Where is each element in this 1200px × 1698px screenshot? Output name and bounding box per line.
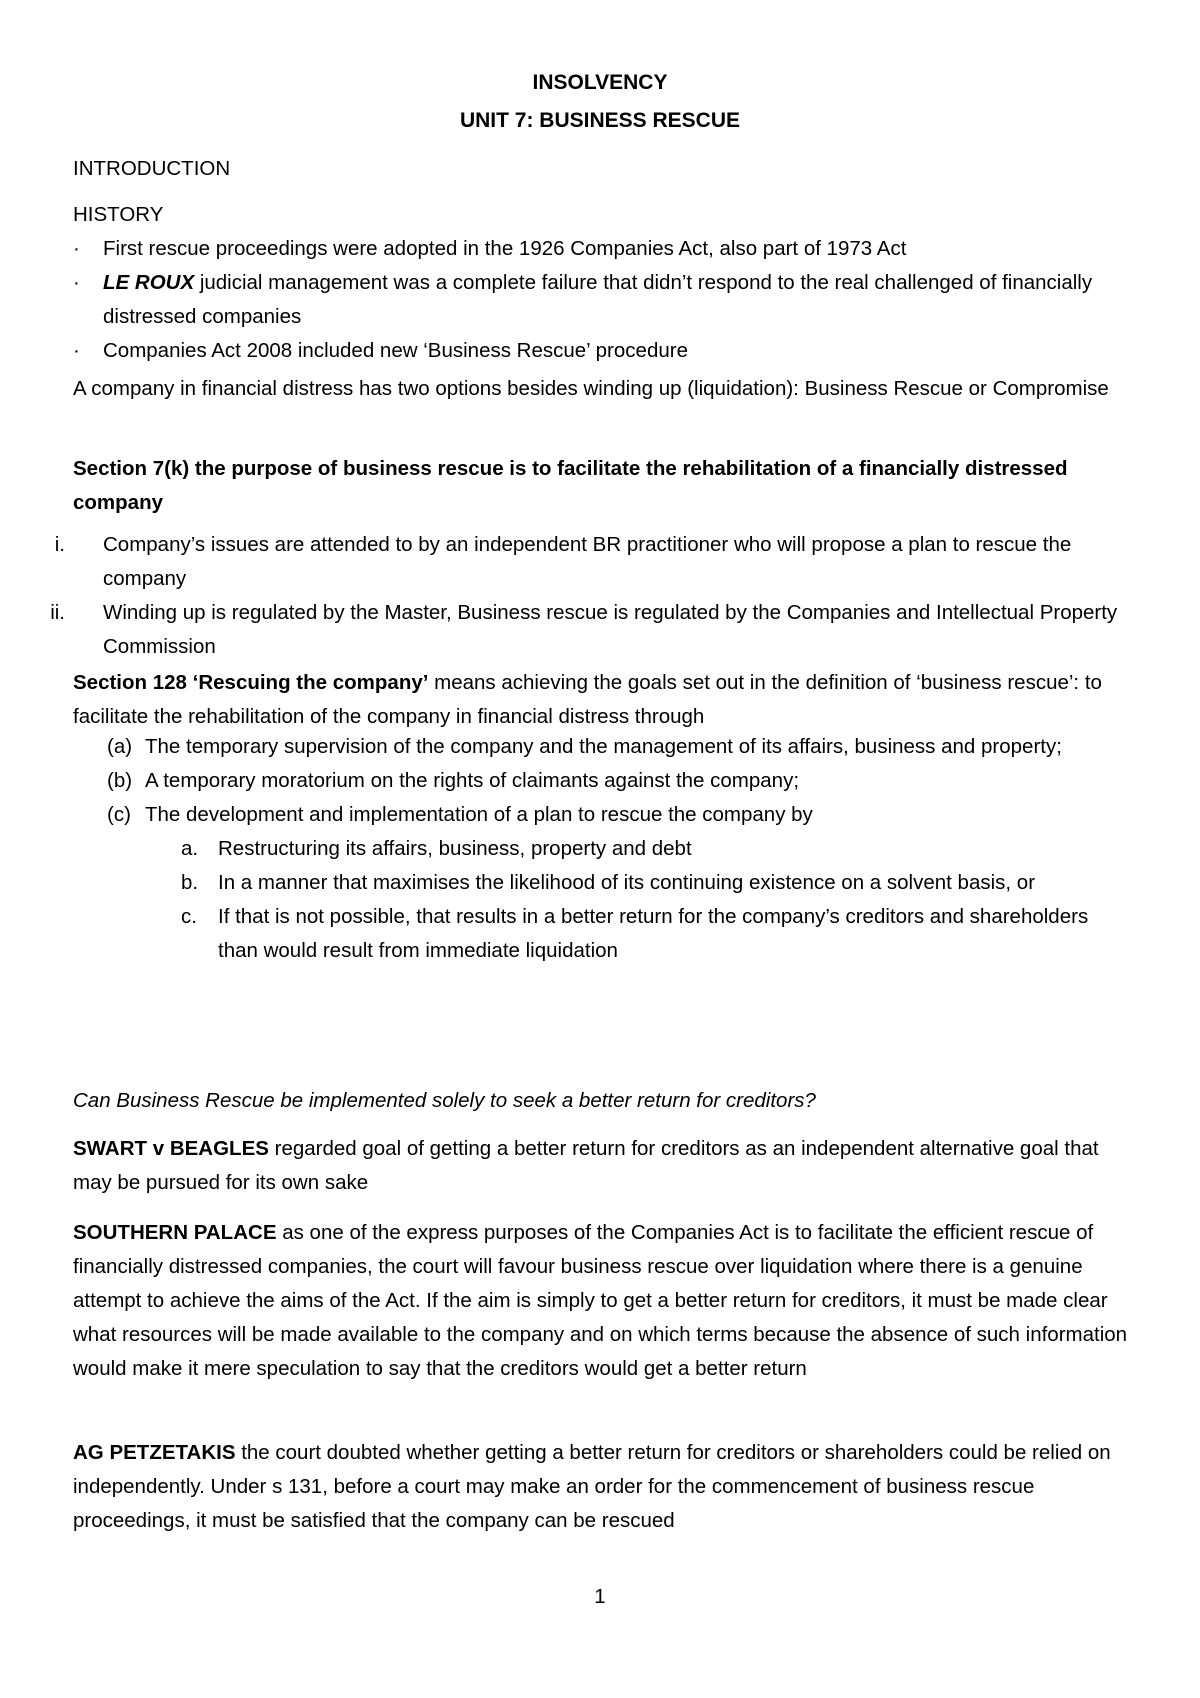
sub-list-item — [73, 832, 1133, 866]
list-item-text: Restructuring its affairs, business, property and debt — [218, 837, 692, 860]
list-item-text: Company’s issues are attended to by an independent BR practitioner who will propose a plan to rescue the company — [103, 533, 1072, 590]
bullet-text: judicial management was a complete failure that didn’t respond to the real challenged of financially distressed companies — [103, 271, 1093, 328]
list-marker: c. — [181, 905, 197, 928]
list-item — [73, 764, 1133, 798]
case-swart-v-beagles — [73, 1132, 1133, 1200]
bullet-marker: · — [73, 339, 80, 362]
list-item-text: Winding up is regulated by the Master, Business rescue is regulated by the Companies and Intellectual Property Commission — [103, 601, 1118, 658]
history-section — [73, 198, 1133, 368]
case-text: as one of the express purposes of the Companies Act is to facilitate the efficient rescue of financially distressed companies, the court will favour business rescue over liquidation where there is a genuine attempt to achieve the aims of the Act. If the aim is simply to get a better return for creditors, it must be made clear what resources will be made available to the company and on which terms because the absence of such information would make it mere speculation to say that the creditors would get a better return — [73, 1221, 1128, 1380]
case-name: SWART v BEAGLES — [73, 1137, 269, 1160]
history-heading: HISTORY — [73, 203, 164, 226]
list-item — [73, 730, 1133, 764]
list-marker: i. — [54, 533, 65, 556]
unit-title: UNIT 7: BUSINESS RESCUE — [459, 109, 741, 132]
section-7k-heading: Section 7(k) the purpose of business rescue is to facilitate the rehabilitation of a financially distressed company — [73, 457, 1068, 514]
list-marker: b. — [181, 871, 199, 894]
list-item — [73, 798, 1133, 832]
introduction-heading: INTRODUCTION — [73, 157, 231, 180]
case-text: the court doubted whether getting a better return for creditors or shareholders could be relied on independently. Under s 131, before a court may make an order for the commencement of business rescue proceedings, it must be satisfied that the company can be rescued — [73, 1441, 1111, 1532]
section-128-label: Section 128 ‘Rescuing the company’ — [73, 671, 429, 694]
list-marker: a. — [181, 837, 199, 860]
list-item-text: A temporary moratorium on the rights of claimants against the company; — [145, 769, 800, 792]
bullet-text: Companies Act 2008 included new ‘Business Rescue’ procedure — [103, 339, 688, 362]
list-item-text: The temporary supervision of the company and the management of its affairs, business and property; — [145, 735, 1062, 758]
list-item — [54, 528, 1133, 596]
history-bullet — [73, 334, 1133, 368]
sub-list-item — [73, 866, 1133, 900]
case-name-le-roux: LE ROUX — [103, 271, 195, 294]
page-number: 1 — [594, 1585, 606, 1608]
list-item-text: In a manner that maximises the likelihood of its continuing existence on a solvent basis, or — [218, 871, 1036, 894]
section-128-text: means achieving the goals set out in the definition of ‘business rescue’: to facilitate the rehabilitation of the company in financial distress through — [73, 671, 1102, 728]
history-bullet — [73, 232, 1133, 266]
history-bullet — [73, 266, 1133, 334]
sub-list-item — [73, 900, 1133, 968]
case-ag-petzetakis — [73, 1436, 1133, 1538]
options-paragraph: A company in financial distress has two options besides winding up (liquidation): Business Rescue or Compromise — [73, 377, 1109, 400]
list-item-text: The development and implementation of a plan to rescue the company by — [145, 803, 813, 826]
case-southern-palace — [73, 1216, 1133, 1386]
list-marker: ii. — [50, 601, 65, 624]
list-item-text: If that is not possible, that results in a better return for the company’s creditors and shareholders than would result from immediate liquidation — [218, 905, 1089, 962]
doc-title: INSOLVENCY — [532, 71, 668, 94]
case-name: SOUTHERN PALACE — [73, 1221, 277, 1244]
question-line: Can Business Rescue be implemented solely to seek a better return for creditors? — [73, 1089, 816, 1112]
alpha-list — [73, 730, 1133, 968]
list-marker: (b) — [107, 769, 133, 792]
bullet-marker: · — [73, 271, 80, 294]
case-text: regarded goal of getting a better return for creditors as an independent alternative goal that may be pursued for its own sake — [73, 1137, 1099, 1194]
bullet-marker: · — [73, 237, 80, 260]
list-marker: (c) — [107, 803, 131, 826]
case-name: AG PETZETAKIS — [73, 1441, 236, 1464]
bullet-text: First rescue proceedings were adopted in the 1926 Companies Act, also part of 1973 Act — [103, 237, 907, 260]
list-marker: (a) — [107, 735, 133, 758]
roman-list — [50, 528, 1133, 664]
section-128-paragraph — [73, 666, 1133, 734]
list-item — [50, 596, 1133, 664]
